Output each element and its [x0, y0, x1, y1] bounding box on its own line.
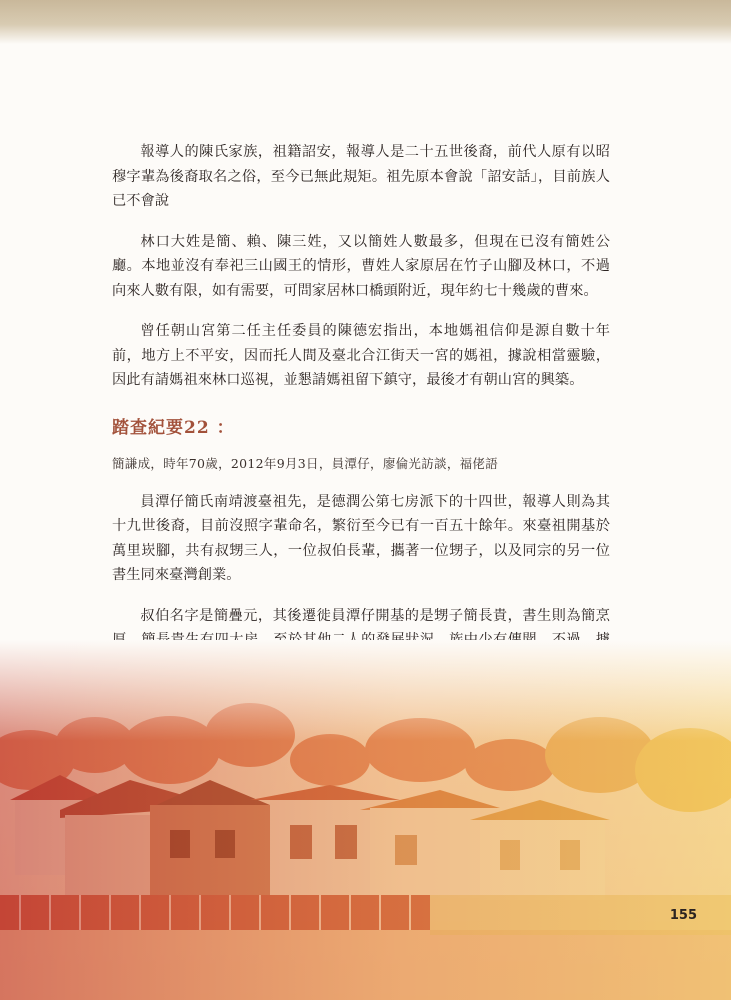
page-number: 155 — [669, 908, 697, 923]
paragraph: 叔伯名字是簡疊元，其後遷徙員潭仔開基的是甥子簡長貴，書生則為簡烹 — [140, 607, 610, 624]
text-column — [112, 140, 610, 702]
paragraph: 曾任朝山宮第二任主任委員的陳德宏指出，本地媽祖信仰是源自數十年前，地方上不平安，因而托人間及臺北合江街天一宮的媽祖，據說相當靈驗，因此有請媽祖來林口巡視，並懇請媽祖留下鎮守，最後才有朝山宮的興築。 — [112, 323, 610, 388]
paragraph: 報導人的陳氏家族，祖籍詔安，報導人是二十五世後裔，前代人原有以昭穆字輩為後裔取名之俗，至今已無此規矩。祖先原本會說「詔安話」，目前族人已不會說 — [112, 144, 610, 209]
village-houses-photo — [0, 640, 731, 1000]
section-heading: 踏查紀要22 ： — [112, 417, 235, 438]
fade-overlay — [0, 640, 731, 1000]
photo-illustration — [0, 640, 731, 1000]
top-decorative-band — [0, 0, 731, 44]
paragraph: 林口大姓是簡、賴、陳三姓，又以簡姓人數最多，但現在已沒有簡姓公廳。本地並沒有奉祀三山國王的情形，曹姓人家原居在竹子山腳及林口，不過向來人數有限，如有需要，可問家居林口橋頭附近，現年約七十幾歲的曹來。 — [112, 233, 610, 299]
interview-byline: 簡謙成，時年70歲，2012年9月3日，員潭仔，廖倫光訪談，福佬語 — [112, 455, 499, 471]
paragraph: 員潭仔簡氏南靖渡臺祖先，是德潤公第七房派下的十四世，報導人則為其十九世後裔，目前沒照字輩命名，繁衍至今已有一百五十餘年。來臺祖開基於萬里崁腳，共有叔甥三人，一位叔伯長輩，攜著一位甥子，以及同宗的另一位書生同來臺灣創業。 — [112, 493, 610, 583]
